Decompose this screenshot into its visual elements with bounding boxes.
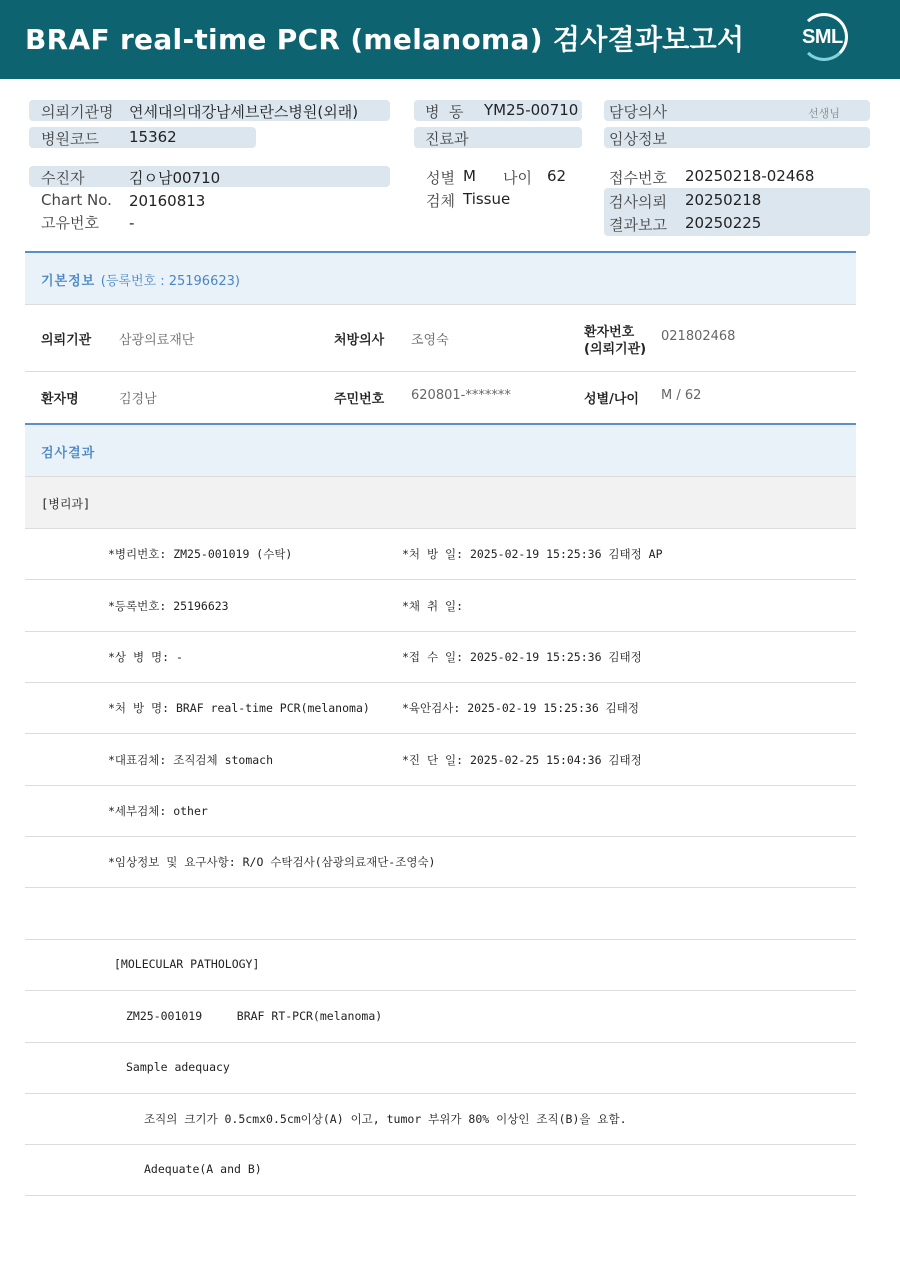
receipt-no-value: 20250218-02468: [685, 167, 815, 185]
field-label: 주민번호: [334, 392, 385, 407]
request-date-label: 검사의뢰: [609, 193, 667, 211]
molecular-line: Adequate(A and B): [144, 1162, 262, 1176]
field-label: 처방의사: [334, 333, 385, 348]
row-divider: [25, 304, 856, 305]
ward-value: YM25-00710: [484, 101, 579, 119]
unique-no-label: 고유번호: [41, 214, 99, 232]
row-divider: [25, 1195, 856, 1196]
row-divider: [25, 371, 856, 372]
molecular-heading: [MOLECULAR PATHOLOGY]: [114, 957, 260, 971]
molecular-line: ZM25-001019 BRAF RT-PCR(melanoma): [126, 1009, 383, 1023]
department-label: [병리과]: [41, 497, 91, 511]
doctor-suffix: 선생님: [808, 107, 840, 120]
field-label: 환자명: [41, 392, 79, 407]
sex-label: 성별: [426, 169, 455, 187]
basic-info-reg-no: (등록번호 : 25196623): [100, 274, 240, 289]
row-divider: [25, 939, 856, 940]
institution-value: 연세대의대강남세브란스병원(외래): [129, 103, 359, 121]
result-right: *채 취 일:: [402, 599, 464, 613]
report-header-bar: [0, 0, 900, 79]
unique-no-value: -: [129, 214, 135, 232]
patient-name-label: 수진자: [41, 169, 85, 187]
field-value: 김경남: [119, 392, 157, 407]
ward-label: 병 동: [425, 103, 464, 121]
request-date-value: 20250218: [685, 191, 762, 209]
field-label-sub: (의뢰기관): [584, 342, 647, 357]
receipt-no-label: 접수번호: [609, 169, 667, 187]
result-left: *세부검체: other: [108, 804, 208, 818]
specimen-value: Tissue: [463, 190, 511, 208]
chart-no-label: Chart No.: [41, 191, 112, 209]
basic-info-title: [41, 270, 240, 289]
report-date-value: 20250225: [685, 214, 762, 232]
field-value: M / 62: [661, 388, 702, 403]
hospital-code-label: 병원코드: [41, 130, 99, 148]
row-divider: [25, 836, 856, 837]
report-date-label: 결과보고: [609, 216, 667, 234]
result-right: *진 단 일: 2025-02-25 15:04:36 김태정: [402, 753, 642, 767]
result-right: *육안검사: 2025-02-19 15:25:36 김태정: [402, 701, 640, 715]
institution-label: 의뢰기관명: [41, 103, 114, 121]
result-left: *대표검체: 조직검체 stomach: [108, 753, 274, 767]
field-label: 환자번호: [584, 325, 635, 340]
molecular-line: 조직의 크기가 0.5cmx0.5cm이상(A) 이고, tumor 부위가 80% 이상인 조직(B)을 요함.: [144, 1112, 627, 1126]
row-divider: [25, 1042, 856, 1043]
basic-info-heading: 기본정보: [41, 274, 96, 289]
result-left: *병리번호: ZM25-001019 (수탁): [108, 547, 293, 561]
hospital-code-value: 15362: [129, 128, 177, 146]
field-value: 조영숙: [411, 333, 449, 348]
field-value: 삼광의료재단: [119, 333, 195, 348]
dept-label: 진료과: [425, 130, 469, 148]
patient-name-value: 김ㅇ남00710: [129, 169, 221, 187]
result-left: *상 병 명: -: [108, 650, 183, 664]
row-divider: [25, 631, 856, 632]
specimen-label: 검체: [426, 192, 455, 210]
doctor-label: 담당의사: [609, 103, 667, 121]
row-divider: [25, 579, 856, 580]
result-left: *임상정보 및 요구사항: R/O 수탁검사(삼광의료재단-조영숙): [108, 855, 436, 869]
report-title: BRAF real-time PCR (melanoma) 검사결과보고서: [25, 23, 745, 56]
row-divider: [25, 528, 856, 529]
field-value: 021802468: [661, 329, 736, 344]
logo-text: SML: [802, 26, 843, 48]
result-left: *처 방 명: BRAF real-time PCR(melanoma): [108, 701, 370, 715]
result-right: *처 방 일: 2025-02-19 15:25:36 김태정 AP: [402, 547, 663, 561]
row-divider: [25, 990, 856, 991]
chart-no-value: 20160813: [129, 192, 206, 210]
result-left: *등록번호: 25196623: [108, 599, 229, 613]
results-title: 검사결과: [41, 446, 96, 461]
row-divider: [25, 887, 856, 888]
clinical-label: 임상정보: [609, 130, 667, 148]
molecular-line: Sample adequacy: [126, 1060, 230, 1074]
field-value: 620801-*******: [411, 388, 511, 403]
age-label: 나이: [503, 169, 532, 187]
row-divider: [25, 733, 856, 734]
row-divider: [25, 785, 856, 786]
sml-logo-icon: [796, 10, 856, 68]
results-band: [25, 425, 856, 476]
field-label: 의뢰기관: [41, 333, 92, 348]
result-right: *접 수 일: 2025-02-19 15:25:36 김태정: [402, 650, 642, 664]
dept-band: [25, 477, 856, 528]
row-divider: [25, 682, 856, 683]
age-value: 62: [547, 167, 567, 185]
field-label: 성별/나이: [584, 392, 639, 407]
row-divider: [25, 1093, 856, 1094]
sex-value: M: [463, 167, 476, 185]
row-divider: [25, 1144, 856, 1145]
